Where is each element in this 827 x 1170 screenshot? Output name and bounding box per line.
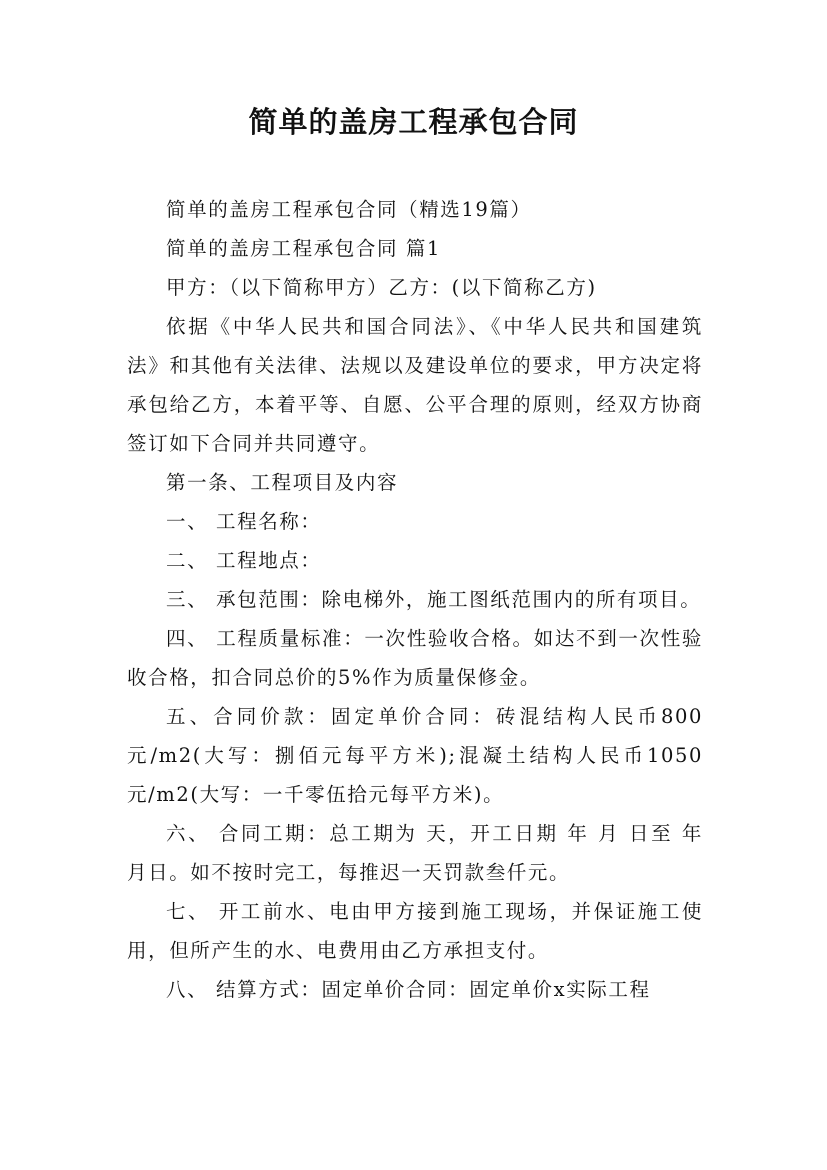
paragraph-subtitle: 简单的盖房工程承包合同（精选19篇） [166, 198, 532, 221]
paragraph-project-location: 二、 工程地点： [166, 549, 322, 572]
paragraph-quality: 四、 工程质量标准：一次性验收合格。如达不到一次性验收合格，扣合同总价的5%作为质量保修金。 [127, 627, 703, 689]
paragraph-settlement: 八、 结算方式：固定单价合同：固定单价x实际工程 [166, 978, 651, 1001]
paragraph-price: 五、合同价款：固定单价合同：砖混结构人民币800元/m2(大写：捌佰元每平方米);混凝土结构人民币1050元/m2(大写：一千零伍拾元每平方米)。 [127, 705, 703, 806]
document-body [127, 190, 703, 1009]
paragraph-parties: 甲方：（以下简称甲方）乙方：(以下简称乙方) [166, 276, 597, 299]
paragraph-project-name: 一、 工程名称： [166, 510, 322, 533]
paragraph-section-heading: 简单的盖房工程承包合同 篇1 [166, 237, 442, 260]
paragraph-preamble: 依据《中华人民共和国合同法》、《中华人民共和国建筑法》和其他有关法律、法规以及建设单位的要求，甲方决定将承包给乙方，本着平等、自愿、公平合理的原则，经双方协商签订如下合同并共同遵守。 [127, 315, 703, 455]
paragraph-schedule: 六、 合同工期：总工期为 天，开工日期 年 月 日至 年 月日。如不按时完工，每推迟一天罚款叁仟元。 [127, 822, 703, 884]
document-title: 简单的盖房工程承包合同 [248, 105, 579, 139]
paragraph-article-1: 第一条、工程项目及内容 [166, 471, 399, 494]
paragraph-utilities: 七、 开工前水、电由甲方接到施工现场，并保证施工使用，但所产生的水、电费用由乙方承担支付。 [127, 900, 703, 962]
paragraph-scope: 三、 承包范围：除电梯外，施工图纸范围内的所有项目。 [166, 588, 702, 611]
